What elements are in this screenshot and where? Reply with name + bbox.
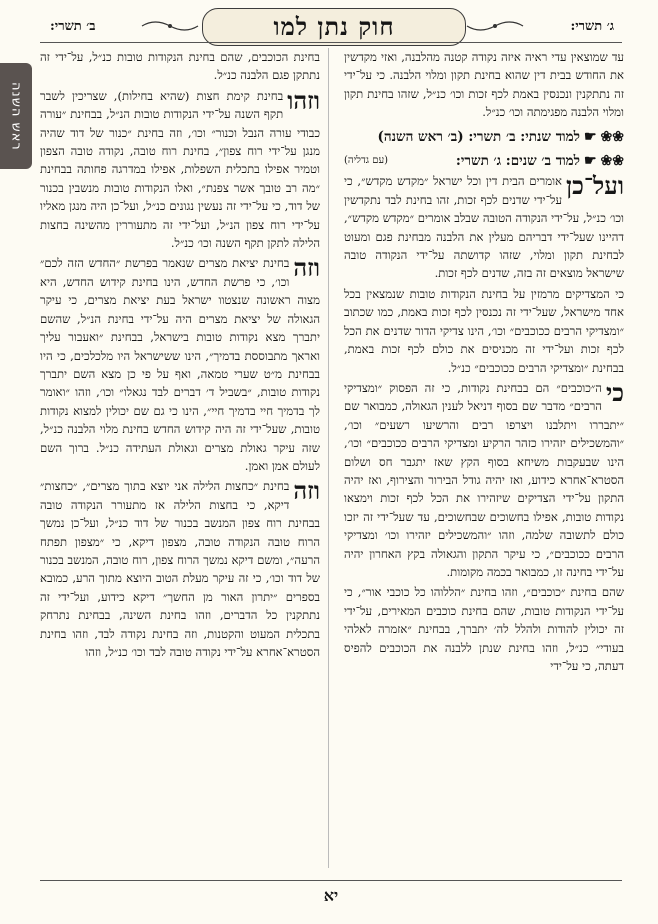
paragraph-text: בחינת קימת חצות (שהיא בחילות), שצריכין לשבר תקף השנה על־ידי הנקודות טובות הנ״ל, בבחינת ״עורה כבודי עורה הנבל וכנור״ וכו׳, וזה בחינת ״כנור של דוד שהיה מנגן על־ידי רוח צפון״, בחינת רוח טובה, נקודה טובה הצפון וטמיר אפילו בתכלית השפלות, אפילו במדרגה פחותה בבחינת ״מה רב טובך אשר צפנת״, ואלו הנקודות טובות מנשבין בכנור של דוד, כי על־ידי זה נעשין נגונים כנ״ל, ועל־כן היה מנגן מאליו על־ידי רוח צפון הנ״ל, ועל־ידי זה מתעוררין מהשינה בחצות הלילה לתקן תקף השנה וכו׳ כנ״ל.	[40, 88, 320, 251]
left-paragraph-2	[40, 254, 320, 475]
study-yearly-label: למוד שנתי: ב׳ תשרי: (ב׳ ראש השנה)	[377, 128, 580, 145]
paragraph-text: בחינת יציאת מצרים שנאמר בפרשת ״החדש הזה לכם״ וכו׳, כי פרשת החדש, הינו בחינת קידוש החדש, היא מצוה ראשונה שנצטוו ישראל בעת יציאת מצרים, כי עיקר הגאולה של יציאת מצרים היה על־ידי בחינת הנ״ל, שהשם יתברך מצא נקודות טובות בישראל, בבחינת ״ואעבור עליך ואראך מתבוססת בדמיך״, הינו ששישראל היו מלכלכים, כי היו בבחינת מ״ט שערי טמאה, ואף על פי כן מצא השם יתברך נקודות טובות, ״בשביל ד׳ דברים לבד נגאלו״ וכו׳, וזהו ״ואומר לך בדמיך חיי בדמיך חיי״, הינו כי גם שם יכולין למצוא נקודות טובות, שעל־ידי זה היה קידוש החדש בחינת מלוי הלבנה כנ״ל, שזה עיקר גאולת מצרים וגאולת העתידה כנ״ל. ברוך השם לעולם אמן ואמן.	[40, 256, 320, 473]
side-tab-label: ראש השנה	[8, 81, 24, 151]
right-paragraph-2: כי המצדיקים מרמזין על בחינת הנקודות טובות שנמצאין בכל אחד מישראל, שעל־ידי זה נכנסין לכף זכות באמת, כמו שכתוב ״ומצדיקי הרבים ככוכבים״ וכו׳, הינו צדיקי הדור שדנים את הכל לכף זכות ועל־ידי זה מכניסים את כולם לכף זכות באמת, בבחינת ״ומצדיקי הרבים ככוכבים״ כנ״ל.	[344, 286, 624, 375]
study-schedule-yearly	[344, 128, 624, 146]
right-paragraph-4: שהם בחינת ״כוכבים״, וזהו בחינת ״הללוהו כל כוכבי אור״, כי על־ידי הנקודות טובות, שהם בחינת כוכבים המאירים, על־ידי זה יכולין להודות ולהלל לה׳ יתברך, בבחינת ״אזמרה לאלהי בעודי״ כנ״ל, וזהו בחינת שנתן ללבנה את הכוכבים להפיס דעתה, כי על־ידי	[344, 585, 624, 673]
left-intro: בחינת הכוכבים, שהם בחינת הנקודות טובות כנ״ל, על־ידי זה נתתקן פגם הלבנה כנ״ל.	[40, 50, 320, 83]
flower-icon: ❀❀	[600, 153, 624, 170]
ornament-left-icon	[140, 18, 200, 34]
ornament-right-icon	[465, 18, 525, 34]
right-column	[344, 48, 624, 677]
pointing-hand-icon: ☛	[583, 153, 597, 170]
column-divider	[328, 48, 329, 868]
opening-word: וזהו	[287, 85, 320, 115]
page-title: חוק נתן למו	[273, 12, 395, 41]
section-side-tab[interactable]	[0, 63, 32, 169]
left-paragraph-1	[40, 87, 320, 253]
opening-word: ועל־כן	[566, 171, 624, 201]
page-number: יא	[323, 886, 339, 905]
pointing-hand-icon: ☛	[583, 128, 597, 145]
page-header	[40, 8, 622, 46]
left-column	[40, 48, 320, 663]
study-two-year-sub: (עם גדליה)	[344, 155, 389, 167]
header-date-left: ב׳ תשרי:	[50, 19, 96, 34]
right-paragraph-1	[344, 172, 624, 282]
flower-icon: ❀❀	[600, 128, 624, 145]
left-paragraph-3	[40, 477, 320, 661]
paragraph-text: ה״כוכבים״ הם בבחינת נקודות, כי זה הפסוק ״ומצדיקי הרבים״ מדבר שם בסוף דניאל לענין הגאולה, כמבואר שם ״יתבררו ויתלבנו ויצרפו רבים והרשיעו רשעים״ וכו׳, ״והמשכילים יזהירו כזהר הרקיע ומצדיקי הרבים ככוכבים״ וכו׳, הינו שבעקבות משיחא בסוף הקץ שאז יתגבר חס ושלום הסטרא־אחרא כידוע, ואז יהיה גודל הבירור והצירוף, ואז יהיה התקון על־ידי הצדיקים שיזהירו את הכל לכף זכות וימצאו נקודות טובות, אפילו בחשוכים שבחשוכים, עד שעל־ידי זה יזכו כולם לתשובה שלמה, וזהו ״והמשכילים יזהירו וכו׳ ומצדיקי הרבים ככוכבים״, כי עיקר התקון והגאולה בקץ האחרון יהיה על־ידי בחינה זו, כמבואר בכמה מקומות.	[344, 380, 624, 579]
footer-rule	[40, 880, 622, 881]
header-rule	[40, 42, 622, 43]
study-schedule-two-year	[344, 152, 624, 170]
right-intro: עד שמוצאין עדי ראיה איזה נקודה קטנה מהלבנה, ואזי מקדשין את החודש בבית דין שהוא בחינת תקון ומלוי הלבנה. כי על־ידי זה נתתקנין ונכנסין באמת לכף זכות וכו׳ כנ״ל, שזהו בחינת תקון ומלוי הלבנה מפגימתה וכו׳ כנ״ל.	[344, 50, 624, 120]
study-two-year-label: למוד ב׳ שנים: ג׳ תשרי:	[455, 153, 580, 170]
right-paragraph-3	[344, 379, 624, 581]
header-date-right: ג׳ תשרי:	[570, 19, 614, 34]
opening-word: וזה	[293, 253, 320, 283]
opening-word: וזה	[293, 476, 320, 506]
paragraph-text: בחינת ״כחצות הלילה אני יוצא בתוך מצרים״, ״כחצות״ דיקא, כי בחצות הלילה אז מתעורר הנקודה טובה בבחינת רוח צפון המנשב בכנור של דוד כנ״ל, ועל־כן נמשך הרוח טובה הנקודה טובה, מצפון דיקא, כי ״מצפון תפתח הרעה״, ומשם דיקא נמשך הרוח צפון, רוח טובה, המנשב בכנור של דוד וכו׳, כי זה עיקר מעלת הטוב היוצא מתוך הרע, כמובא בספרים ״יתרון האור מן החשך״ דיקא כידוע, ועל־ידי זה נתתקנין כל הדברים, וזהו בחינת השינה, בבחינת נתרחק בתכלית המעוט והקטנות, וזה בחינת נקודה לבד, וזהו בחינת הסטרא־אחרא על־ידי נקודה טובה לבד וכו׳ כנ״ל, וזהו	[40, 479, 320, 659]
paragraph-text: אומרים הבית דין וכל ישראל ״מקדש מקדש״, כי על־ידי שדנים לכף זכות, זהו בחינת לבד נתקדשין וכו׳ כנ״ל, על־ידי הנקודה הטובה שבלב אומרים ״מקדש מקדש״, דהיינו שעל־ידי דבריהם מעלין את הלבנה מבחינת פגם ומעוט לבחינת תקון ומלוי, שזהו קדושתה על־ידי הנקודה טובה שישראל מוצאים זה בזה, שדנים לכף זכות.	[344, 174, 624, 281]
opening-word: כי	[605, 377, 624, 407]
title-box	[202, 8, 466, 46]
